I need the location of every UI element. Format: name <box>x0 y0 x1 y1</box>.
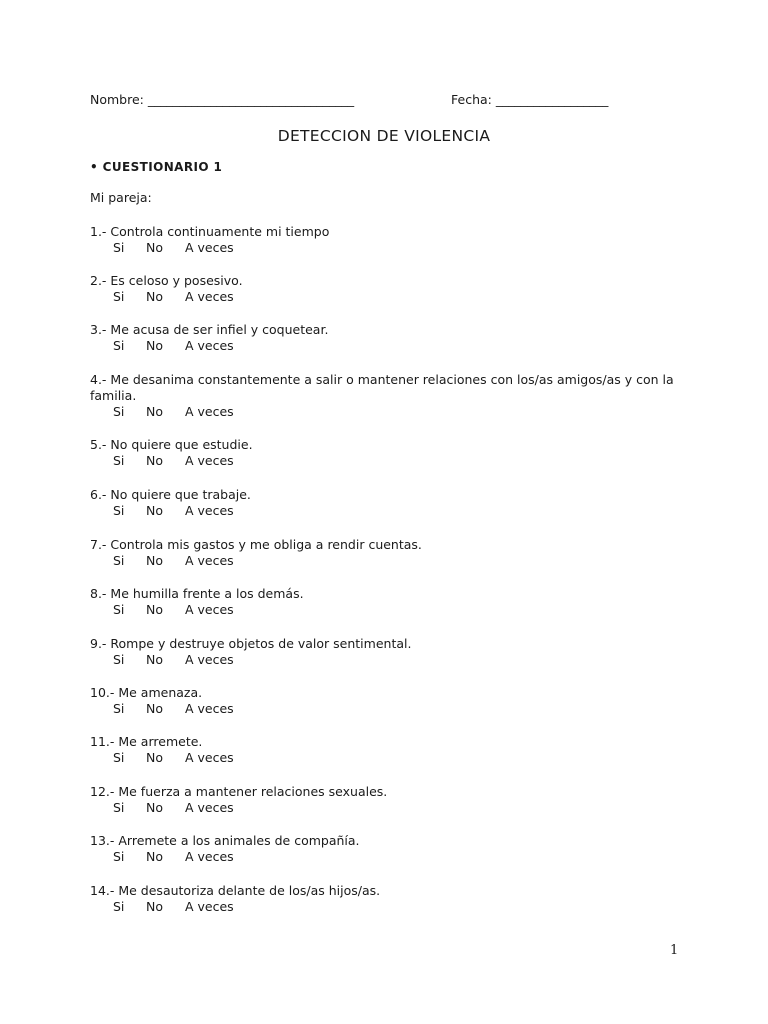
option-no[interactable]: No <box>146 553 163 568</box>
question-item <box>90 685 680 717</box>
question-text: 11.- Me arremete. <box>90 734 203 749</box>
option-a-veces[interactable]: A veces <box>185 602 234 617</box>
answer-options <box>90 503 680 519</box>
page-number: 1 <box>670 943 679 958</box>
question-item <box>90 636 680 668</box>
option-si[interactable]: Si <box>113 338 125 353</box>
option-a-veces[interactable]: A veces <box>185 404 234 419</box>
header-fields <box>90 92 650 110</box>
option-a-veces[interactable]: A veces <box>185 289 234 304</box>
nombre-field[interactable]: Nombre: _________________________________ <box>90 92 355 107</box>
question-text: 7.- Controla mis gastos y me obliga a rendir cuentas. <box>90 537 422 552</box>
question-item <box>90 273 680 305</box>
question-item <box>90 322 680 354</box>
question-item <box>90 437 680 469</box>
answer-options <box>90 338 680 354</box>
document-title: DETECCION DE VIOLENCIA <box>277 127 491 145</box>
option-no[interactable]: No <box>146 750 163 765</box>
option-si[interactable]: Si <box>113 652 125 667</box>
question-text: 14.- Me desautoriza delante de los/as hijos/as. <box>90 883 381 898</box>
option-no[interactable]: No <box>146 849 163 864</box>
option-a-veces[interactable]: A veces <box>185 849 234 864</box>
option-a-veces[interactable]: A veces <box>185 701 234 716</box>
question-item <box>90 372 680 420</box>
question-text: 6.- No quiere que trabaje. <box>90 487 251 502</box>
option-no[interactable]: No <box>146 289 163 304</box>
option-no[interactable]: No <box>146 503 163 518</box>
option-si[interactable]: Si <box>113 701 125 716</box>
question-item <box>90 586 680 618</box>
answer-options <box>90 404 680 420</box>
question-text: 12.- Me fuerza a mantener relaciones sexuales. <box>90 784 388 799</box>
question-text: 9.- Rompe y destruye objetos de valor sentimental. <box>90 636 412 651</box>
section-heading: • CUESTIONARIO 1 <box>90 160 223 174</box>
option-si[interactable]: Si <box>113 602 125 617</box>
question-item <box>90 224 680 256</box>
option-no[interactable]: No <box>146 899 163 914</box>
option-si[interactable]: Si <box>113 849 125 864</box>
question-item <box>90 487 680 519</box>
question-item <box>90 734 680 766</box>
option-si[interactable]: Si <box>113 800 125 815</box>
question-text: 13.- Arremete a los animales de compañía. <box>90 833 360 848</box>
question-text: 10.- Me amenaza. <box>90 685 203 700</box>
option-a-veces[interactable]: A veces <box>185 338 234 353</box>
option-si[interactable]: Si <box>113 453 125 468</box>
option-si[interactable]: Si <box>113 750 125 765</box>
question-item <box>90 784 680 816</box>
option-a-veces[interactable]: A veces <box>185 899 234 914</box>
option-a-veces[interactable]: A veces <box>185 453 234 468</box>
answer-options <box>90 701 680 717</box>
option-no[interactable]: No <box>146 240 163 255</box>
question-text: 8.- Me humilla frente a los demás. <box>90 586 304 601</box>
intro-text: Mi pareja: <box>90 190 152 205</box>
answer-options <box>90 800 680 816</box>
option-a-veces[interactable]: A veces <box>185 800 234 815</box>
question-text: 3.- Me acusa de ser infiel y coquetear. <box>90 322 329 337</box>
answer-options <box>90 652 680 668</box>
answer-options <box>90 602 680 618</box>
option-no[interactable]: No <box>146 453 163 468</box>
answer-options <box>90 553 680 569</box>
question-text: 2.- Es celoso y posesivo. <box>90 273 243 288</box>
question-item <box>90 833 680 865</box>
option-no[interactable]: No <box>146 338 163 353</box>
question-text: 5.- No quiere que estudie. <box>90 437 253 452</box>
option-a-veces[interactable]: A veces <box>185 553 234 568</box>
option-a-veces[interactable]: A veces <box>185 503 234 518</box>
option-si[interactable]: Si <box>113 289 125 304</box>
option-si[interactable]: Si <box>113 503 125 518</box>
question-item <box>90 883 680 915</box>
answer-options <box>90 453 680 469</box>
answer-options <box>90 240 680 256</box>
option-a-veces[interactable]: A veces <box>185 652 234 667</box>
option-no[interactable]: No <box>146 652 163 667</box>
option-a-veces[interactable]: A veces <box>185 240 234 255</box>
option-a-veces[interactable]: A veces <box>185 750 234 765</box>
question-text: 4.- Me desanima constantemente a salir o mantener relaciones con los/as amigos/as y con la familia. <box>90 372 674 403</box>
answer-options <box>90 289 680 305</box>
option-no[interactable]: No <box>146 800 163 815</box>
option-no[interactable]: No <box>146 404 163 419</box>
question-text: 1.- Controla continuamente mi tiempo <box>90 224 330 239</box>
fecha-field[interactable]: Fecha: __________________ <box>451 92 609 107</box>
answer-options <box>90 750 680 766</box>
option-si[interactable]: Si <box>113 404 125 419</box>
option-no[interactable]: No <box>146 602 163 617</box>
answer-options <box>90 849 680 865</box>
option-no[interactable]: No <box>146 701 163 716</box>
answer-options <box>90 899 680 915</box>
option-si[interactable]: Si <box>113 240 125 255</box>
option-si[interactable]: Si <box>113 899 125 914</box>
option-si[interactable]: Si <box>113 553 125 568</box>
question-item <box>90 537 680 569</box>
